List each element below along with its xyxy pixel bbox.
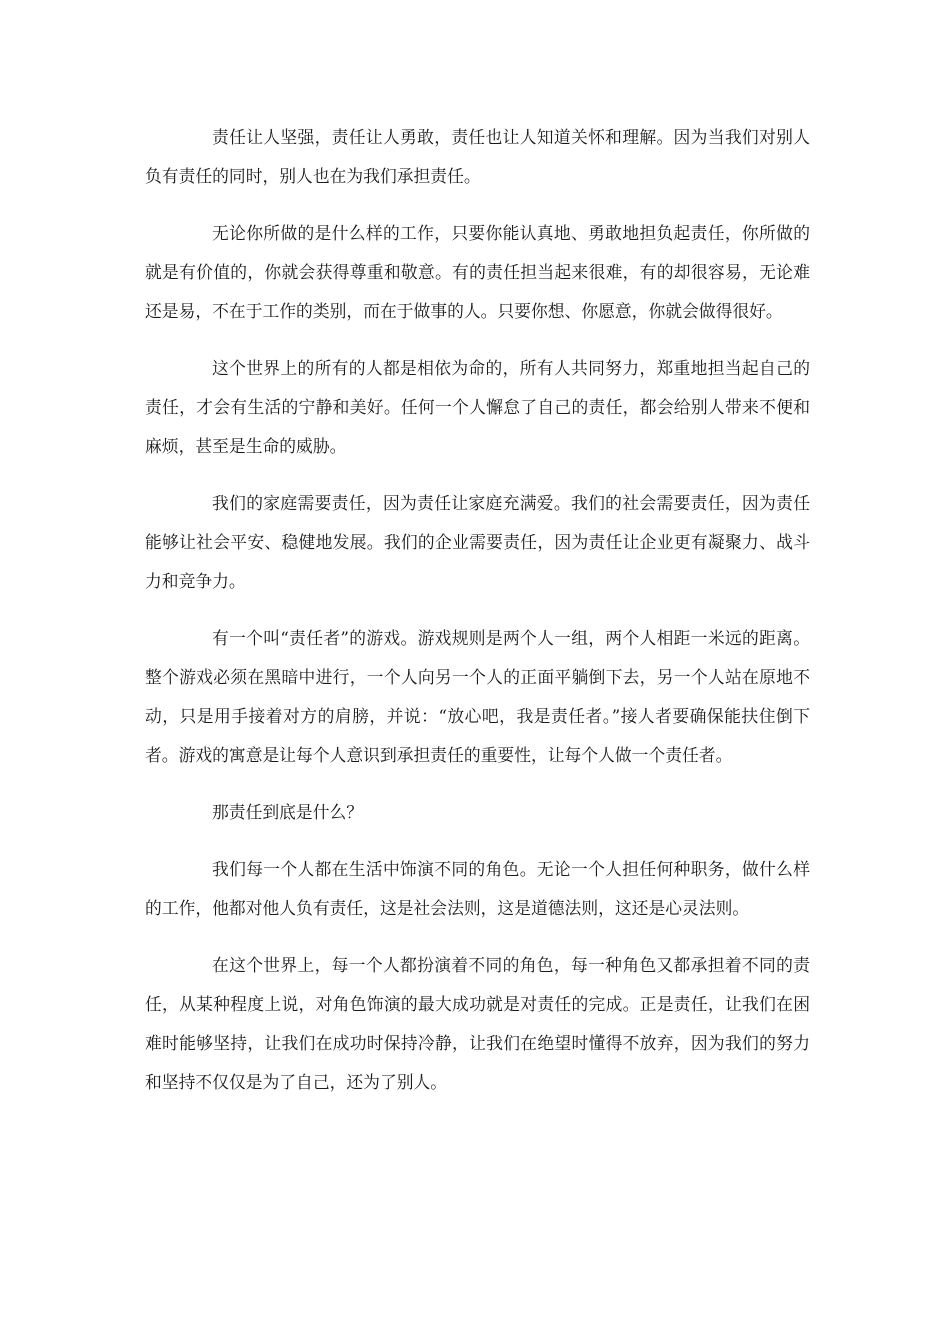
paragraph-8: 在这个世界上，每一个人都扮演着不同的角色，每一种角色又都承担着不同的责任，从某种程度上说，对角色饰演的最大成功就是对责任的完成。正是责任，让我们在困难时能够坚持，让我们在成功时保持冷静，让我们在绝望时懂得不放弃，因为我们的努力和坚持不仅仅是为了自己，还为了别人。 [145,955,810,1092]
paragraph-5: 有一个叫“责任者”的游戏。游戏规则是两个人一组，两个人相距一米远的距离。整个游戏必须在黑暗中进行，一个人向另一个人的正面平躺倒下去，另一个人站在原地不动，只是用手接着对方的肩膀，并说：“放心吧，我是责任者。”接人者要确保能扶住倒下者。游戏的寓意是让每个人意识到承担责任的重要性，让每个人做一个责任者。 [145,628,810,765]
paragraph-7: 我们每一个人都在生活中饰演不同的角色。无论一个人担任何种职务，做什么样的工作，他都对他人负有责任，这是社会法则，这是道德法则，这还是心灵法则。 [145,859,810,918]
paragraph-3: 这个世界上的所有的人都是相依为命的，所有人共同努力，郑重地担当起自己的责任，才会有生活的宁静和美好。任何一个人懈怠了自己的责任，都会给别人带来不便和麻烦，甚至是生命的威胁。 [145,358,810,456]
body-text [145,118,810,1120]
paragraph-6: 那责任到底是什么？ [212,802,364,822]
paragraph-1: 责任让人坚强，责任让人勇敢，责任也让人知道关怀和理解。因为当我们对别人负有责任的同时，别人也在为我们承担责任。 [145,127,810,186]
paragraph-4: 我们的家庭需要责任，因为责任让家庭充满爱。我们的社会需要责任，因为责任能够让社会平安、稳健地发展。我们的企业需要责任，因为责任让企业更有凝聚力、战斗力和竞争力。 [145,493,810,591]
paragraph-2: 无论你所做的是什么样的工作，只要你能认真地、勇敢地担负起责任，你所做的就是有价值的，你就会获得尊重和敬意。有的责任担当起来很难，有的却很容易，无论难还是易，不在于工作的类别，而在于做事的人。只要你想、你愿意，你就会做得很好。 [145,223,810,321]
